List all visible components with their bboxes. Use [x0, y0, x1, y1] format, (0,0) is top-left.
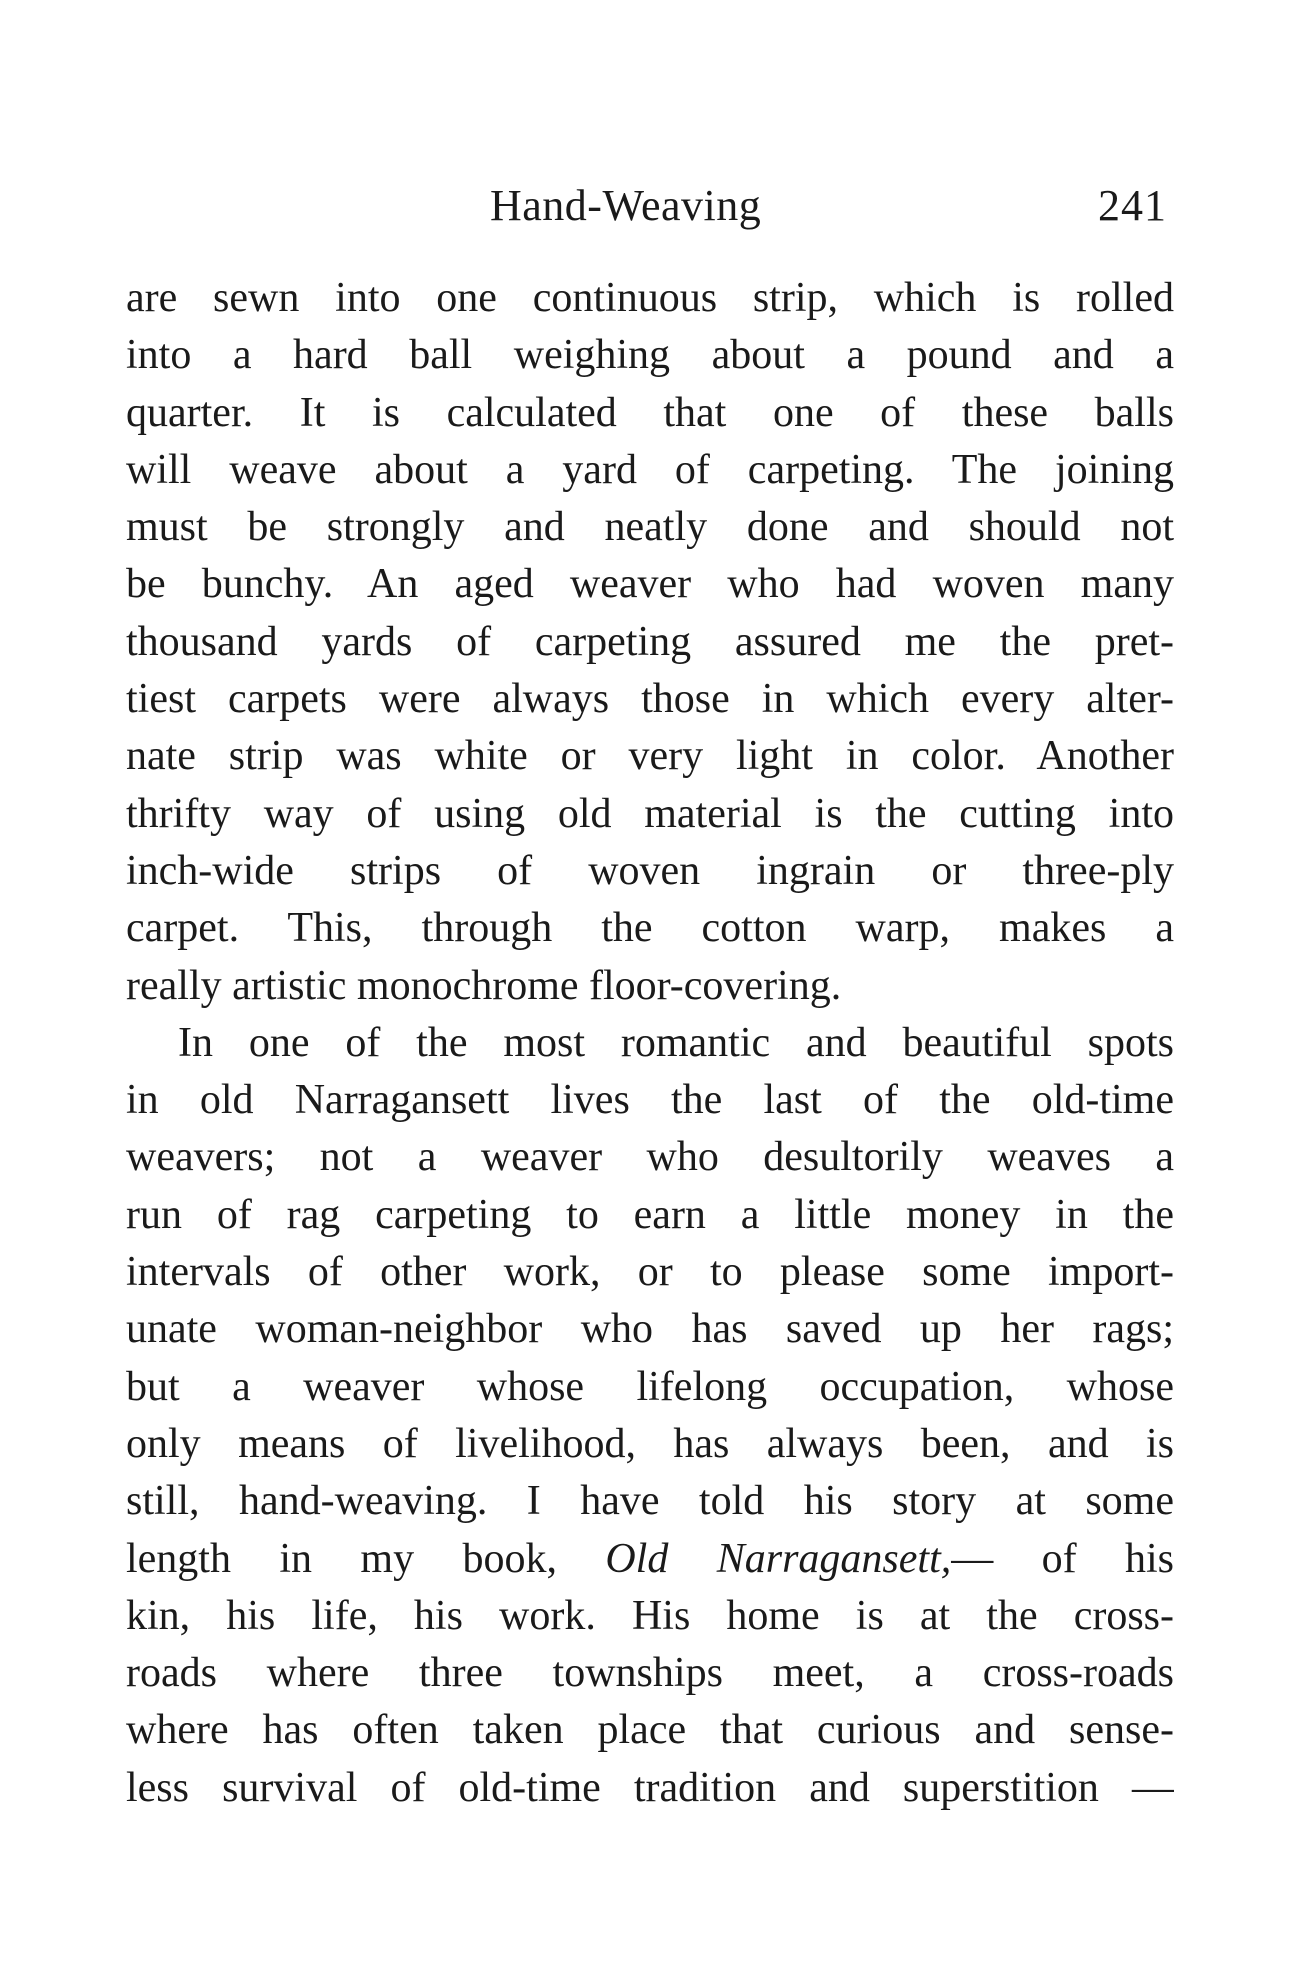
- text-line: tiest carpets were always those in which every alter-: [126, 676, 1174, 723]
- body-text: [126, 270, 1174, 1817]
- text-line: run of rag carpeting to earn a little money in the: [126, 1191, 1174, 1238]
- text-line: kin, his life, his work. His home is at the cross-: [126, 1592, 1174, 1639]
- text-line: thrifty way of using old material is the cutting into: [126, 790, 1174, 837]
- running-head: [0, 180, 1305, 240]
- text-line: carpet. This, through the cotton warp, makes a: [126, 905, 1174, 952]
- text-line: only means of livelihood, has always been, and is: [126, 1420, 1174, 1467]
- text-line: are sewn into one continuous strip, which is rolled: [126, 275, 1174, 321]
- text-segment: — of his: [951, 1535, 1174, 1582]
- book-title: Old Narragansett,: [605, 1535, 952, 1582]
- text-line: intervals of other work, or to please some import-: [126, 1249, 1174, 1296]
- text-segment: length in my book,: [126, 1535, 557, 1582]
- page-number: 241: [1098, 181, 1167, 230]
- text-line: will weave about a yard of carpeting. The joining: [126, 446, 1174, 493]
- text-line: weavers; not a weaver who desultorily weaves a: [126, 1134, 1174, 1181]
- text-line: thousand yards of carpeting assured me the pret-: [126, 618, 1174, 665]
- text-line: must be strongly and neatly done and should not: [126, 504, 1174, 551]
- text-line: inch-wide strips of woven ingrain or three-ply: [126, 847, 1174, 894]
- text-line: quarter. It is calculated that one of these balls: [126, 389, 1174, 436]
- text-line: into a hard ball weighing about a pound and a: [126, 332, 1174, 379]
- text-line: where has often taken place that curious and sense-: [126, 1707, 1174, 1754]
- text-line: unate woman-neighbor who has saved up her rags;: [126, 1306, 1174, 1353]
- paragraph-end-line: really artistic monochrome floor-covering.: [126, 962, 842, 1009]
- text-line: in old Narragansett lives the last of the old-time: [126, 1077, 1174, 1124]
- text-line-with-book-title: [126, 1531, 1174, 1588]
- text-line: but a weaver whose lifelong occupation, whose: [126, 1363, 1174, 1410]
- running-title: Hand-Weaving: [490, 181, 762, 230]
- text-line: roads where three townships meet, a cross-roads: [126, 1650, 1174, 1697]
- text-line: still, hand-weaving. I have told his story at some: [126, 1478, 1174, 1525]
- text-line: less survival of old-time tradition and superstition —: [126, 1764, 1174, 1811]
- paragraph-start-line: In one of the most romantic and beautiful spots: [178, 1019, 1174, 1066]
- text-line: nate strip was white or very light in color. Another: [126, 733, 1174, 780]
- text-line: be bunchy. An aged weaver who had woven many: [126, 561, 1174, 608]
